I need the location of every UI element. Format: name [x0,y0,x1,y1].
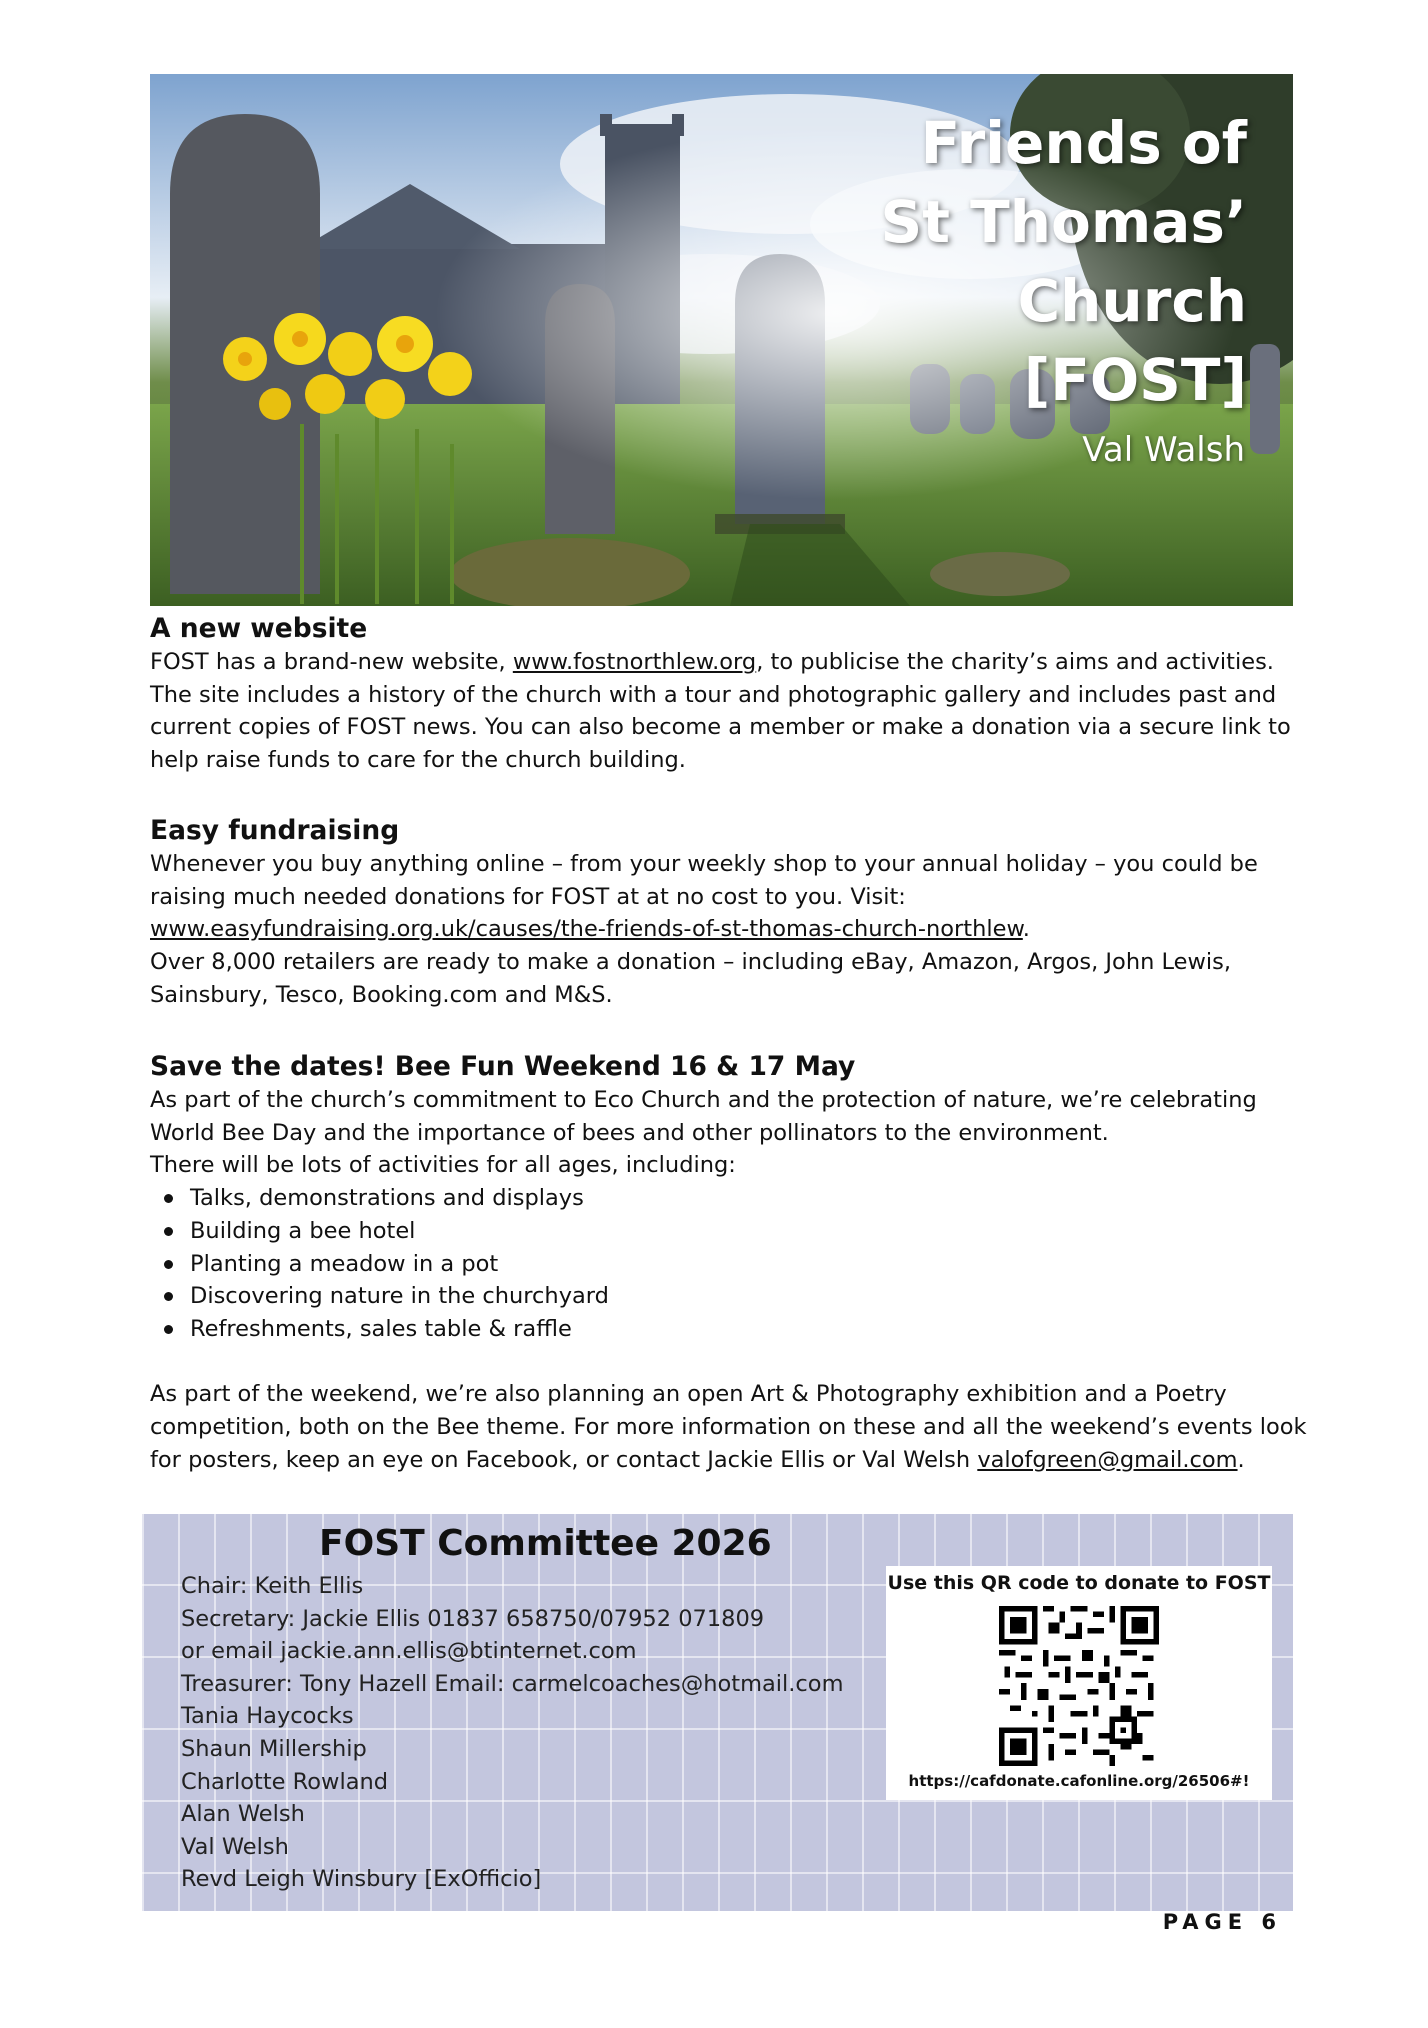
bee-weekend-lead: There will be lots of activities for all ages, including: [150,1152,736,1179]
hero-title-line: Friends of [920,109,1247,177]
committee-member: Secretary: Jackie Ellis 01837 658750/07952 071809 [181,1605,765,1632]
fundraising-link[interactable]: www.easyfundraising.org.uk/causes/the-friends-of-st-thomas-church-northlew [150,916,1023,943]
qr-url: https://cafdonate.cafonline.org/26506#! [908,1772,1250,1790]
hero-title-line: St Thomas’ [880,188,1247,256]
website-text-before: FOST has a brand-new website, [150,649,513,675]
bee-weekend-closing [150,1378,1310,1476]
bee-weekend-heading: Save the dates! Bee Fun Weekend 16 & 17 May [150,1051,856,1082]
qr-caption: Use this QR code to donate to FOST [887,1572,1271,1594]
hero-title-line: Church [1017,267,1247,335]
donate-qr-card[interactable] [886,1566,1272,1800]
hero-title [880,104,1247,420]
website-paragraph [150,646,1310,777]
bee-weekend-intro: As part of the church’s commitment to Eco Church and the protection of nature, we’re celebrating World Bee Day and the importance of bees and other pollinators to the environment. [150,1087,1257,1146]
committee-member: Revd Leigh Winsbury [ExOfficio] [181,1866,542,1893]
hero-photo-banner [150,74,1293,606]
committee-member: Treasurer: Tony Hazell Email: carmelcoaches@hotmail.com [181,1670,844,1697]
hero-author: Val Walsh [1082,430,1245,470]
committee-member: Chair: Keith Ellis [181,1573,364,1599]
website-heading: A new website [150,613,368,644]
activities-list [150,1182,1310,1346]
page-number: PAGE 6 [1162,1910,1282,1934]
committee-list [181,1570,844,1896]
website-text-after: , to publicise the charity’s aims and activities. The site includes a history of the church with a tour and photographic gallery and includes past and current copies of FOST news. You can also become a member or make a donation via a secure link to help raise funds to care for the church building. [150,649,1291,774]
committee-panel [142,1514,1293,1911]
bee-weekend-closing-end: . [1237,1446,1245,1473]
bee-weekend-section [150,1050,1310,1476]
qr-code-icon[interactable] [999,1606,1159,1766]
hero-title-line: [FOST] [1023,346,1247,414]
bee-weekend-closing-text: As part of the weekend, we’re also planning an open Art & Photography exhibition and a Poetry competition, both on the Bee theme. For more information on these and all the weekend’s events look for posters, keep an eye on Facebook, or contact Jackie Ellis or Val Welsh [150,1381,1307,1473]
list-item: Talks, demonstrations and displays [190,1182,1310,1215]
list-item: Refreshments, sales table & raffle [190,1313,1310,1346]
committee-member: Shaun Millership [181,1735,367,1762]
committee-member: Charlotte Rowland [181,1768,389,1795]
fundraising-paragraph: Whenever you buy anything online – from your weekly shop to your annual holiday – you could be raising much needed donations for FOST at at no cost to you. Visit: [150,851,1258,910]
committee-member: Val Welsh [181,1833,289,1860]
list-item: Building a bee hotel [190,1215,1310,1248]
fundraising-heading: Easy fundraising [150,815,400,846]
fundraising-section: Easy fundraising Whenever you buy anything online – from your weekly shop to your annual holiday – you could be raising much needed donations for FOST at at no cost to you. Visit: www.easyfundraising.org.uk/causes/the-friends-of-st-thomas-church-northlew. Over 8,000 retailers are ready to make a donation – including eBay, Amazon, Argos, John Lewis, Sainsbury, Tesco, Booking.com and M&S. [150,814,1310,1012]
committee-title: FOST Committee 2026 [319,1523,772,1564]
list-item: Discovering nature in the churchyard [190,1280,1310,1313]
fundraising-retailers: Over 8,000 retailers are ready to make a donation – including eBay, Amazon, Argos, John Lewis, Sainsbury, Tesco, Booking.com and M&S. [150,949,1231,1008]
website-section [150,612,1310,777]
website-link[interactable]: www.fostnorthlew.org [512,649,757,675]
committee-member: or email jackie.ann.ellis@btinternet.com [181,1638,637,1665]
committee-member: Alan Welsh [181,1801,305,1828]
contact-email-link[interactable]: valofgreen@gmail.com [977,1446,1238,1473]
committee-member: Tania Haycocks [181,1703,354,1730]
list-item: Planting a meadow in a pot [190,1248,1310,1281]
